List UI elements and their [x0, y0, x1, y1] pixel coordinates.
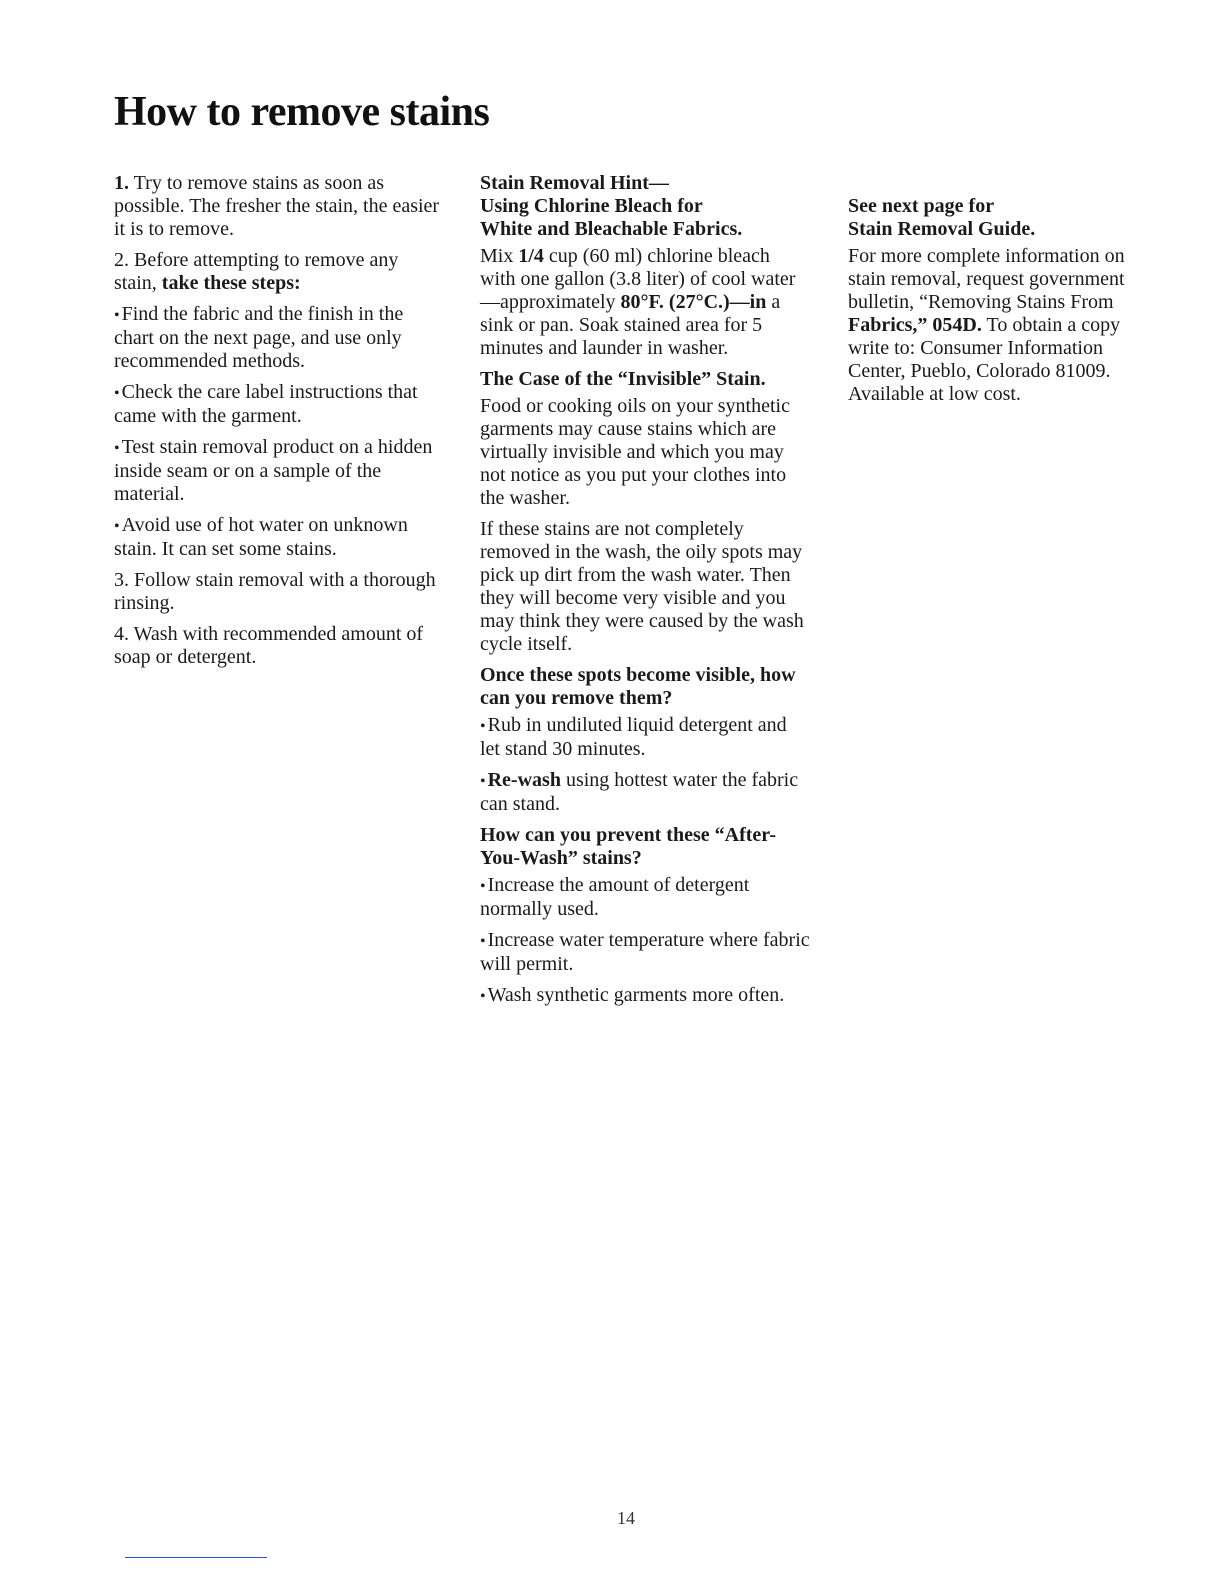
- removal-guide-heading: See next page for Stain Removal Guide.: [848, 195, 1036, 240]
- step-2-bullet: • Find the fabric and the finish in the chart on the next page, and use only recommended methods.: [114, 303, 444, 373]
- column-middle: [480, 172, 810, 1016]
- page-number: 14: [617, 1508, 635, 1528]
- prevent-stains-bullet: • Increase the amount of detergent normally used.: [480, 874, 810, 921]
- step-2-bullet: • Test stain removal product on a hidden inside seam or on a sample of the material.: [114, 436, 444, 506]
- prevent-stains-bullet: • Wash synthetic garments more often.: [480, 984, 810, 1008]
- bleach-hint-body: Mix 1/4 cup (60 ml) chlorine bleach with one gallon (3.8 liter) of cool water—approximately 80°F. (27°C.)—in a sink or pan. Soak stained area for 5 minutes and launder in washer.: [480, 245, 796, 359]
- remove-spots-bullet: • Re-wash using hottest water the fabric can stand.: [480, 769, 810, 816]
- step-3: 3. Follow stain removal with a thorough rinsing.: [114, 569, 436, 614]
- prevent-stains-bullet: • Increase water temperature where fabric will permit.: [480, 929, 810, 976]
- step-4: 4. Wash with recommended amount of soap or detergent.: [114, 623, 424, 668]
- prevent-stains-heading: How can you prevent these “After-You-Wash” stains?: [480, 824, 777, 869]
- footer-rule: [125, 1557, 267, 1558]
- step-1: 1. Try to remove stains as soon as possible. The fresher the stain, the easier it is to remove.: [114, 172, 440, 240]
- page-title: How to remove stains: [114, 89, 490, 135]
- bleach-hint-heading: Stain Removal Hint— Using Chlorine Bleach for White and Bleachable Fabrics.: [480, 172, 743, 240]
- invisible-stain-body-2: If these stains are not completely removed in the wash, the oily spots may pick up dirt from the wash water. Then they will become very visible and you may think they were caused by the wash cycle itself.: [480, 518, 804, 655]
- remove-spots-bullet: • Rub in undiluted liquid detergent and let stand 30 minutes.: [480, 714, 810, 761]
- invisible-stain-heading: The Case of the “Invisible” Stain.: [480, 368, 766, 390]
- column-left: [114, 172, 444, 677]
- remove-spots-heading: Once these spots become visible, how can you remove them?: [480, 664, 796, 709]
- step-2-bullet: • Avoid use of hot water on unknown stain. It can set some stains.: [114, 514, 444, 561]
- step-2: 2. Before attempting to remove any stain, take these steps:: [114, 249, 399, 294]
- column-right: [848, 195, 1158, 414]
- bulletin-info: For more complete information on stain removal, request government bulletin, “Removing Stains From Fabrics,” 054D. To obtain a copy write to: Consumer Information Center, Pueblo, Colorado 81009. Available at low cost.: [848, 245, 1125, 405]
- invisible-stain-body: Food or cooking oils on your synthetic garments may cause stains which are virtually invisible and which you may not notice as you put your clothes into the washer.: [480, 395, 790, 509]
- step-2-bullet: • Check the care label instructions that came with the garment.: [114, 381, 444, 428]
